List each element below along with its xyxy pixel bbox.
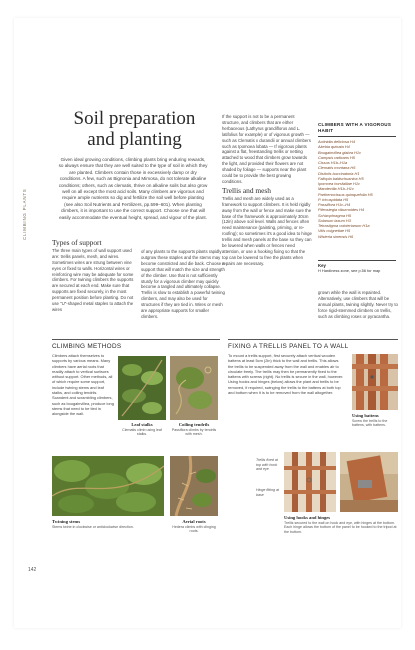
climbing-methods-title: CLIMBING METHODS xyxy=(52,343,122,350)
using-battens-image xyxy=(352,354,398,410)
mid-column-top xyxy=(222,114,312,267)
climber-list-item: Schizophragma H5 xyxy=(318,212,352,218)
side-tab: CLIMBING PLANTS xyxy=(22,188,27,240)
coiling-tendrils-photo xyxy=(170,356,218,420)
climber-list-item: Pileostegia viburnoides H4 xyxy=(318,207,365,213)
climbing-methods-rule xyxy=(52,339,220,340)
support-col-2: of any plants to the supports plants rapidly outgrow these staples and the stems may become constricted and die back. Choose a support that will match the size and strength of the climber. Use that is not sufficiently sturdy for a vigorous climber may quickly become a tangled and ultimately collapse. Trellis is slow to establish a powerful twining climbers, and may also be used for structures if they are tied in. Wires or mesh are appropriate supports for smaller climbers. xyxy=(141,249,225,319)
twining-stems-caption-text: Stems twine in clockwise or anticlockwise direction. xyxy=(52,524,134,529)
trellis-mesh-heading: Trellis and mesh xyxy=(222,185,271,195)
leaf-stalks-caption-title: Leaf stalks xyxy=(131,422,153,427)
climber-list-item: Tetrastigma voinierianum H1a xyxy=(318,223,370,228)
trellis-hook-photo xyxy=(284,452,336,512)
intro-paragraph: Given ideal growing conditions, climbing plants bring enduring rewards, so always ensure that they are well suited to the type of soil in which they are planted. Climbers contain those in excessively damp or dry conditions. A few, such as Bignonia and Mimosa, do not tolerate alkaline conditions; others, such as clematis, thrive on alkaline soils but also grow well on all except the most acid soils. Many climbers are vigorous and require ample nutrients so dig and fertilize the soil well before planting (see also Soil Nutrients and Fertilizers, pp.599–601). When planting climbers, it is important to use the correct support. Choose one that will easily accommodate the eventual height, spread, and vigour of the plant. xyxy=(58,157,208,220)
label-trellis-hook: Trellis fixed at top with hook and eye xyxy=(256,458,278,471)
climber-list-item: Actinidia deliciosa H4 xyxy=(318,139,355,144)
twining-stems-caption xyxy=(52,520,164,529)
trellis-section-rule xyxy=(228,339,398,340)
hooks-hinges-caption xyxy=(284,516,398,534)
leaf-stalks-image xyxy=(118,356,166,420)
climber-list-item: Fallopia baldschuanica H5 xyxy=(318,175,364,181)
hooks-hinges-caption-text: Trellis secured to the wall on hook and eye, with hinges at the bottom. Each hinge allows the bottom of the panel to be hooked to the tripod at the bottom. xyxy=(284,520,397,534)
trellis-fixing-text: To mount a trellis support, first securely attach vertical wooden battens at least 5cm (2in) thick to the wall and trellis. This allows the trellis to be suspended away from the wall and enables air to circulate freely. The trellis may then be permanently fixed to the battens with screws (right). No trellis is secure in the wall, however. Using hooks and hinges (below) allows the plant and trellis to be removed, if required, swinging the trellis to the battens at both top and bottom when it is to be removed from the wall altogether. xyxy=(228,353,344,396)
aerial-roots-image xyxy=(170,456,218,516)
leaf-stalks-caption-text: Clematis climb using leaf stalks. xyxy=(122,427,162,436)
title-line-2: and planting xyxy=(87,129,182,150)
climber-list-item: Cissus H1b–H1a xyxy=(318,160,348,165)
trellis-hook-image xyxy=(284,452,336,512)
climber-list-item: Parthenocissus quinquefolia H5 xyxy=(318,191,373,197)
trellis-hinge-photo xyxy=(340,452,398,512)
using-battens-caption-text: Screw the trellis to the battens, with battens. xyxy=(352,418,388,427)
hooks-hinges-caption-title: Using hooks and hinges xyxy=(284,515,331,520)
label-hinge-fitting: Hinge fitting at base xyxy=(256,488,279,497)
twining-stems-image xyxy=(52,456,164,516)
climber-list-item: Clematis montana H6 xyxy=(318,165,356,171)
page-title xyxy=(52,108,217,150)
key-heading: Key xyxy=(318,260,396,268)
coiling-tendrils-caption-title: Coiling tendrils xyxy=(178,422,210,427)
climbers-list xyxy=(318,139,396,239)
support-col-3: grown while the wall is repainted. Alternatively, use climbers that will be annual plants, twining slightly. Never try to force rigid-stemmed climbers on trellis, such as climbing roses or pyracantha. xyxy=(318,290,398,319)
coiling-tendrils-caption xyxy=(170,423,218,437)
climbers-heading: CLIMBERS WITH A VIGOROUS HABIT xyxy=(318,122,396,137)
climber-list-item: Ipomoea horsfalliae H1c xyxy=(318,181,360,186)
climber-list-item: Mandevilla H1b–H1c xyxy=(318,186,354,192)
mid-text-top: If the support is not to be a permanent structure, and climbers that are either herbaceous (Lathyrus grandiflorus and L. latifolius for example) or of vigorous growth — such as Clematis x durandii or annual climbers such as Ipomoea lobata — If vigorous plants against a flat, freestanding trellis or netting attached to wood that climbers grow towards the light, and provided their flowers are not shaded by foliage — supports near the plant could be to provide the best growing conditions. xyxy=(222,114,311,184)
key-text: H Hardiness zone, see p.56 for map xyxy=(318,268,381,273)
aerial-roots-caption xyxy=(170,520,218,534)
coiling-tendrils-caption-text: Passiflora climbs by tendrils with mesh. xyxy=(171,427,217,436)
support-heading: Types of support xyxy=(52,238,102,247)
using-battens-photo xyxy=(352,354,398,410)
climber-list-item: Vitis coignetiae H5 xyxy=(318,228,351,234)
using-battens-caption xyxy=(352,414,398,428)
climber-list-item: Distictis buccinatoria H1 xyxy=(318,170,360,176)
trellis-mesh-text: Trellis and mesh are widely used as a framework to support climbers. It is held rigidly away from the wall or fence and make sure the base of the framework is approximately 30cm (12in) above soil level. Walls and fences often need maintenance (painting, priming, or re-roofing); so sometimes it's a good idea to hinge trellis and mesh panels at the base so they can be lowered when walls or fences need attention, or use a hooking fixing so that the top can be lowered to free the plants when repairs are necessary. xyxy=(222,195,312,266)
climber-list-item: Solanum laxum H3 xyxy=(318,217,351,223)
trellis-hinge-image xyxy=(340,452,398,512)
twining-stems-photo xyxy=(52,456,164,516)
leaf-stalks-caption xyxy=(118,423,166,437)
climber-list-item: Campsis radicans H5 xyxy=(318,154,355,160)
climber-list-item: Akebia quinata H4 xyxy=(318,144,350,150)
climber-list-item: Passiflora H1c–H4 xyxy=(318,202,351,207)
using-battens-caption-title: Using battens xyxy=(352,413,379,418)
aerial-roots-photo xyxy=(170,456,218,516)
page-number: 142 xyxy=(28,567,37,573)
support-text-1: The three main types of wall support used are: trellis panels, mesh, and wires. Sometimes wires are strung between vine eyes or fixed to walls. Horizontal wires or reinforcing wire may be adequate for some climbers. For twining climbers the supports are secured at each end. Make sure that supports are fixed securely, in the most permanent position before planting. Do not use "U"-shaped metal staples to attach the wires xyxy=(52,247,134,312)
title-line-1: Soil preparation xyxy=(73,108,196,129)
climber-list-item: Bougainvillea glabra H1c xyxy=(318,149,362,155)
twining-stems-caption-title: Twining stems xyxy=(52,519,81,524)
leaf-stalks-photo xyxy=(118,356,166,420)
climbers-box xyxy=(318,122,396,239)
climber-list-item: P. tricuspidata H5 xyxy=(318,196,349,202)
key-box xyxy=(318,260,396,273)
aerial-roots-caption-title: Aerial roots xyxy=(182,519,206,524)
coiling-tendrils-image xyxy=(170,356,218,420)
climber-list-item: Wisteria sinensis H6 xyxy=(318,233,354,239)
trellis-fixing-title: FIXING A TRELLIS PANEL TO A WALL xyxy=(228,343,349,350)
climbing-methods-text: Climbers attach themselves to supports by various means. Many climbers have aerial roots that readily attach to vertical surfaces without support. Other methods, all of which require some support, include twining stems and leaf stalks, and coiling tendrils. Scandent and scrambling climbers, such as bougainvillea, produce long stems that need to be tied in alongside the wall. xyxy=(52,353,114,417)
aerial-roots-caption-text: Hedera climbs with clinging roots. xyxy=(172,524,216,533)
support-col-1 xyxy=(52,240,136,313)
